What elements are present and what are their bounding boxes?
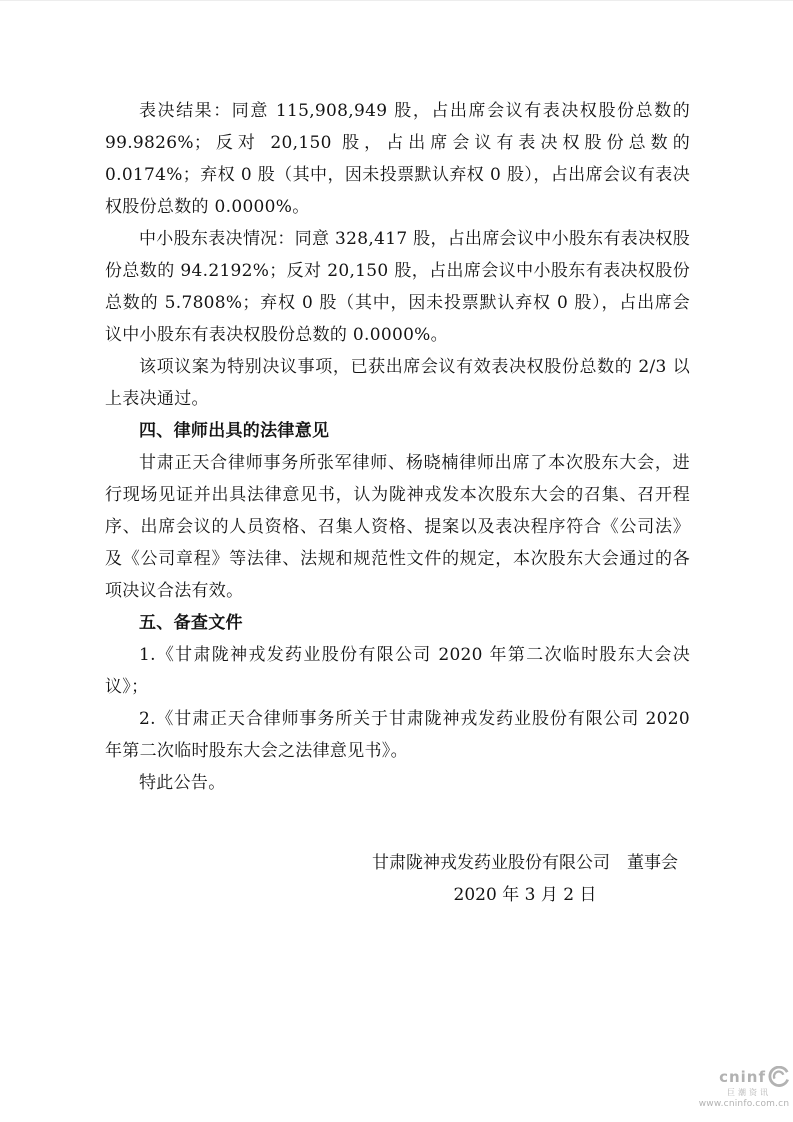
cninfo-brand-name: 巨潮资讯 [727, 1088, 771, 1097]
cninfo-swirl-icon [768, 1066, 789, 1087]
section-heading-reference-documents: 五、备查文件 [139, 613, 243, 633]
signature-date-line: 2020 年 3 月 2 日 [453, 885, 597, 905]
list-item-legal-opinion-document: 2.《甘肃正天合律师事务所关于甘肃陇神戎发药业股份有限公司 2020 年第二次临时股东大会之法律意见书》。 [105, 709, 690, 761]
paragraph-closing-announcement: 特此公告。 [139, 773, 226, 793]
cninfo-logo-row [697, 1066, 791, 1087]
cninfo-url: www.cninfo.com.cn [698, 1099, 790, 1109]
document-body [105, 95, 690, 911]
section-heading-legal-opinion: 四、律师出具的法律意见 [139, 421, 330, 441]
signature-block [105, 847, 690, 911]
cninfo-logo-text: cninf [719, 1067, 766, 1086]
signature-company-line: 甘肃陇神戎发药业股份有限公司 董事会 [372, 853, 678, 873]
paragraph-legal-opinion: 甘肃正天合律师事务所张军律师、杨晓楠律师出席了本次股东大会，进行现场见证并出具法律意见书，认为陇神戎发本次股东大会的召集、召开程序、出席会议的人员资格、召集人资格、提案以及表决程序符合《公司法》及《公司章程》等法律、法规和规范性文件的规定，本次股东大会通过的各项决议合法有效。 [105, 453, 690, 601]
cninfo-watermark [697, 1066, 791, 1110]
paragraph-minority-shareholder-vote: 中小股东表决情况：同意 328,417 股，占出席会议中小股东有表决权股份总数的 94.2192%；反对 20,150 股，占出席会议中小股东有表决权股份总数的 5.7808%；弃权 0 股（其中，因未投票默认弃权 0 股），占出席会议中小股东有表决权股份总数的 0.0000%。 [105, 229, 690, 345]
paragraph-vote-result: 表决结果：同意 115,908,949 股，占出席会议有表决权股份总数的 99.9826%；反对 20,150 股，占出席会议有表决权股份总数的 0.0174%；弃权 0 股（其中，因未投票默认弃权 0 股），占出席会议有表决权股份总数的 0.0000%。 [105, 101, 690, 217]
paragraph-special-resolution: 该项议案为特别决议事项，已获出席会议有效表决权股份总数的 2/3 以上表决通过。 [105, 357, 690, 409]
list-item-resolution-document: 1.《甘肃陇神戎发药业股份有限公司 2020 年第二次临时股东大会决议》； [105, 645, 690, 697]
